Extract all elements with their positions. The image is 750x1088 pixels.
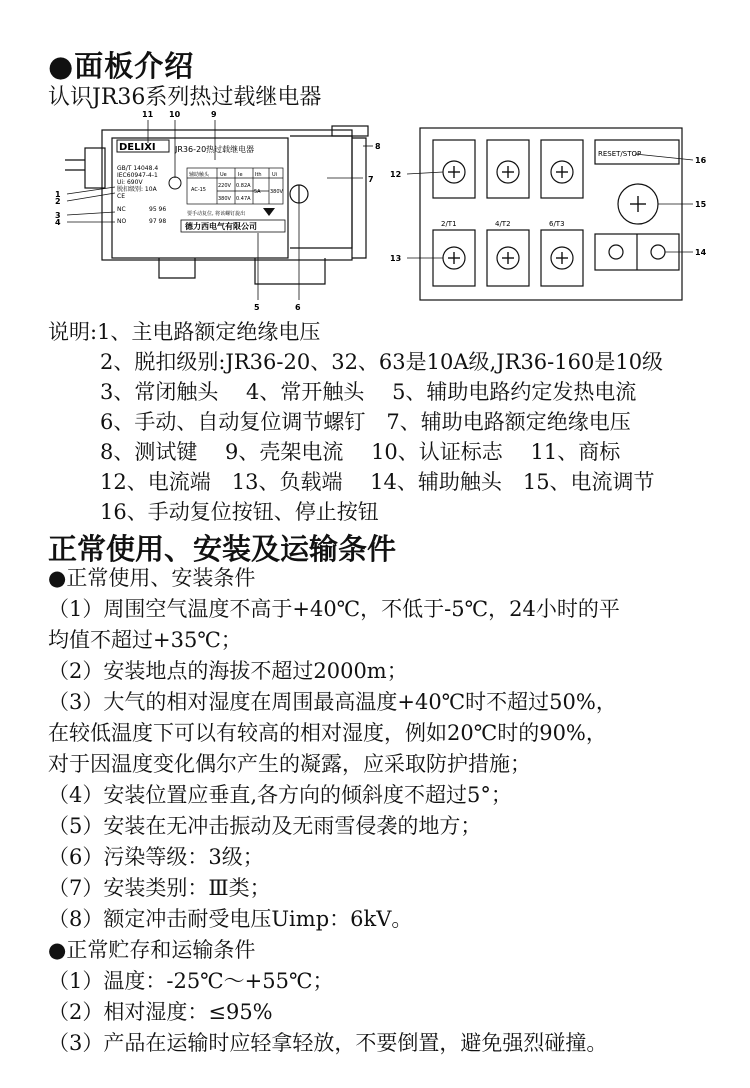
- no-label: NO: [117, 218, 127, 225]
- std2-label: IEC60947-4-1: [117, 172, 158, 179]
- triangle-icon: [263, 208, 275, 216]
- usage-line: （2）安装地点的海拔不超过2000m；: [48, 659, 408, 683]
- storage-line: （1）温度：-25℃～+55℃；: [48, 969, 334, 993]
- callout-3: 3: [55, 211, 61, 220]
- storage-line: （2）相对湿度：≤95%: [48, 1000, 273, 1024]
- ce-label: CE: [117, 193, 125, 200]
- ac15-label: AC-15: [191, 187, 206, 193]
- usage-section: [48, 563, 738, 1059]
- ith-header: Ith: [255, 172, 262, 178]
- callout-11: 11: [142, 110, 154, 119]
- usage-line: （1）周围空气温度不高于+40℃，不低于-5℃，24小时的平: [48, 597, 620, 621]
- storage-heading: ●正常贮存和运输条件: [48, 938, 256, 962]
- usage-line: 对于因温度变化偶尔产生的凝露，应采取防护措施；: [48, 752, 531, 776]
- callout-2: 2: [55, 197, 61, 206]
- callout-6: 6: [295, 303, 301, 312]
- section-title: 正常使用、安装及运输条件: [48, 532, 397, 566]
- usage-line: （5）安装在无冲击振动及无雨雪侵袭的地方；: [48, 814, 482, 838]
- panel-title: ●面板介绍: [48, 49, 195, 83]
- maker-label: 德力西电气有限公司: [185, 222, 257, 231]
- legend-line: 16、手动复位按钮、停止按钮: [100, 500, 379, 524]
- v380b-label: 380V: [270, 189, 283, 195]
- usage-line: 均值不超过+35℃；: [48, 628, 242, 652]
- callout-14: 14: [695, 248, 707, 257]
- usage-line: （4）安装位置应垂直,各方向的倾斜度不超过5°；: [48, 783, 512, 807]
- no-terminals: 97 98: [149, 218, 167, 225]
- std1-label: GB/T 14048.4: [117, 165, 159, 172]
- a047-label: 0.47A: [236, 196, 251, 202]
- callout-7: 7: [368, 175, 374, 184]
- callout-8: 8: [375, 142, 381, 151]
- aux-header: 辅助触头: [189, 172, 210, 178]
- legend-line: 8、测试键 9、壳架电流 10、认证标志 11、商标: [100, 440, 621, 464]
- model-label: JR36-20热过载继电器: [175, 145, 255, 154]
- relay-diagram: [45, 108, 710, 320]
- ie-header: Ie: [238, 172, 243, 178]
- terminal-t3-label: 6/T3: [549, 220, 565, 228]
- v380-label: 380V: [218, 196, 231, 202]
- callout-9: 9: [211, 110, 217, 119]
- trip-label: 脱扣级别: 10A: [117, 186, 157, 193]
- callout-10: 10: [169, 110, 181, 119]
- note-label: 要手动复位, 将该螺钉旋出: [187, 211, 246, 217]
- callout-16: 16: [695, 156, 707, 165]
- terminal-screws: [443, 161, 665, 269]
- ui-label: Ui: 690V: [117, 179, 143, 186]
- cert-mark-icon: [169, 177, 181, 189]
- nc-label: NC: [117, 206, 126, 213]
- usage-line: （6）污染等级：3级；: [48, 845, 264, 869]
- callout-5: 5: [254, 303, 260, 312]
- callout-15: 15: [695, 200, 707, 209]
- panel-subtitle: 认识JR36系列热过载继电器: [48, 85, 322, 110]
- a082-label: 0.82A: [236, 183, 251, 189]
- v220-label: 220V: [218, 183, 231, 189]
- legend-line: 6、手动、自动复位调节螺钉 7、辅助电路额定绝缘电压: [100, 410, 631, 434]
- legend-line: 2、脱扣级别:JR36-20、32、63是10A级,JR36-160是10级: [100, 350, 664, 374]
- usage-line: （3）大气的相对湿度在周围最高温度+40℃时不超过50%，: [48, 690, 617, 714]
- callout-4: 4: [55, 218, 61, 227]
- legend-line: 12、电流端 13、负载端 14、辅助触头 15、电流调节: [100, 470, 655, 494]
- callout-12: 12: [390, 170, 402, 179]
- legend-line: 3、常闭触头 4、常开触头 5、辅助电路约定发热电流: [100, 380, 637, 404]
- usage-heading: ●正常使用、安装条件: [48, 566, 256, 590]
- storage-line: （3）产品在运输时应轻拿轻放，不要倒置，避免强烈碰撞。: [48, 1031, 608, 1055]
- usage-line: （7）安装类别：Ⅲ类；: [48, 876, 271, 900]
- legend-intro: 说明:1、主电路额定绝缘电压: [48, 320, 321, 344]
- terminal-t2-label: 4/T2: [495, 220, 511, 228]
- callout-1: 1: [55, 190, 61, 199]
- callout-13: 13: [390, 254, 402, 263]
- brand-logo: DELIXI: [119, 142, 156, 153]
- usage-line: （8）额定冲击耐受电压Uimp：6kV。: [48, 907, 413, 931]
- a5-label: 5A: [254, 189, 261, 195]
- ue-header: Ue: [220, 172, 227, 178]
- reset-stop-label: RESET/STOP: [598, 150, 642, 158]
- usage-line: 在较低温度下可以有较高的相对湿度，例如20℃时的90%，: [48, 721, 607, 745]
- terminal-t1-label: 2/T1: [441, 220, 457, 228]
- ui-header: Ui: [272, 172, 278, 178]
- nc-terminals: 95 96: [149, 206, 167, 213]
